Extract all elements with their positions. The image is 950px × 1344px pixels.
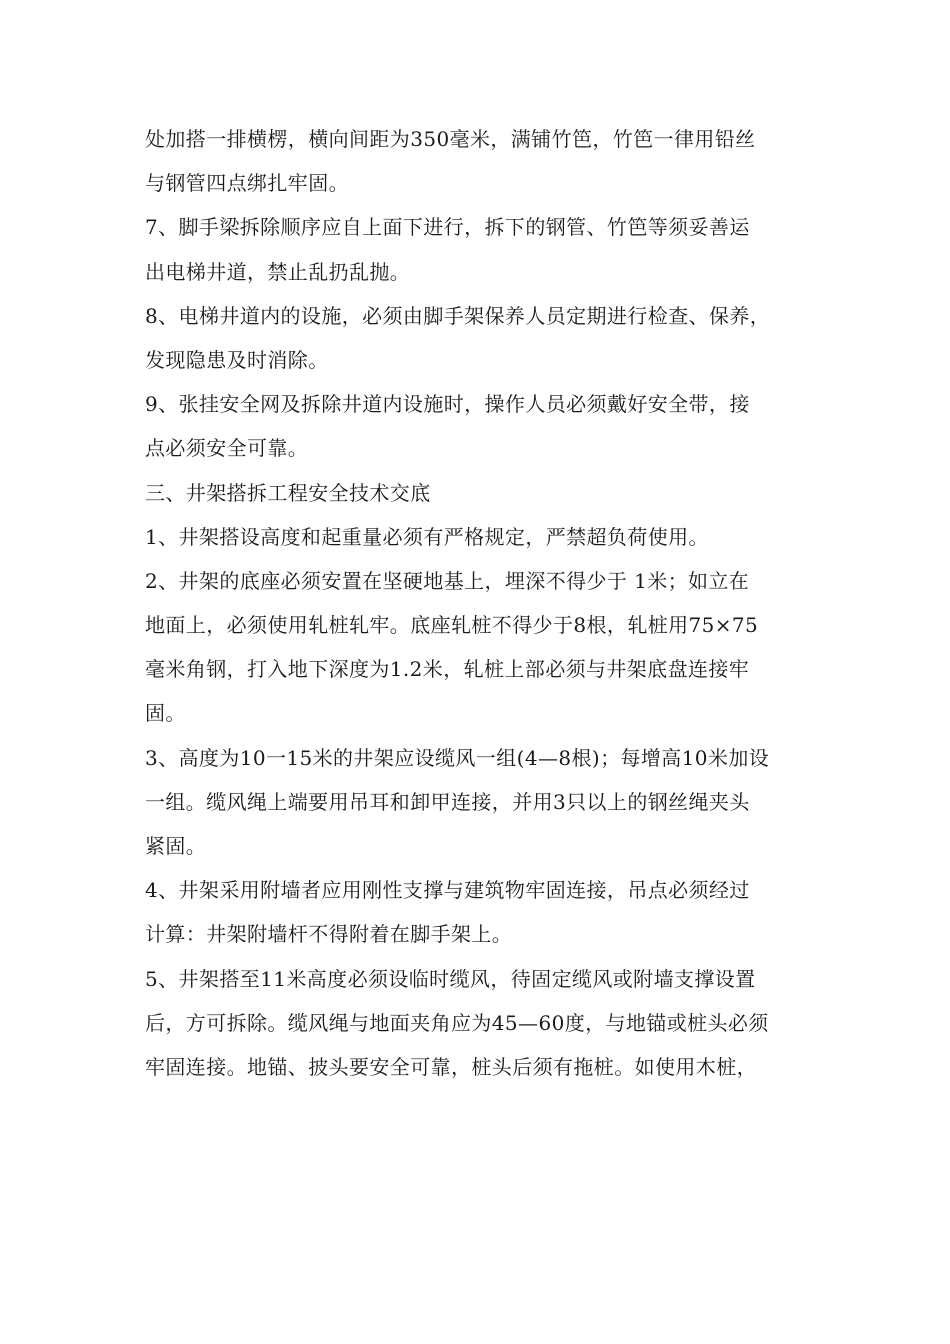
text-line: 紧固。: [145, 834, 207, 858]
text-line: 计算：井架附墙杆不得附着在脚手架上。: [145, 922, 513, 947]
text-line: 与钢管四点绑扎牢固。: [145, 171, 349, 196]
text-line: 2、井架的底座必须安置在坚硬地基上，埋深不得少于 1米；如立在: [145, 568, 750, 593]
section-heading: 三、井架搭拆工程安全技术交底: [145, 480, 431, 505]
text-line: 发现隐患及时消除。: [145, 347, 329, 372]
document-body: [145, 117, 810, 1089]
text-line: 5、井架搭至11米高度必须设临时缆风，待固定缆风或附墙支撑设置: [145, 966, 756, 991]
text-line: 出电梯井道，禁止乱扔乱抛。: [145, 259, 411, 284]
text-line: 1、井架搭设高度和起重量必须有严格规定，严禁超负荷使用。: [145, 524, 709, 549]
text-line: 点必须安全可靠。: [145, 436, 309, 461]
text-line: 牢固连接。地锚、披头要安全可靠，桩头后须有拖桩。如使用木桩，: [145, 1054, 757, 1079]
text-line: 固。: [145, 701, 186, 726]
text-line: 7、脚手梁拆除顺序应自上面下进行，拆下的钢管、竹笆等须妥善运: [145, 215, 750, 240]
text-line: 毫米角钢，打入地下深度为1.2米，轧桩上部必须与井架底盘连接牢: [145, 657, 750, 682]
text-line: 4、井架采用附墙者应用刚性支撑与建筑物牢固连接，吊点必须经过: [145, 878, 750, 903]
text-line: 3、高度为10一15米的井架应设缆风一组(4—8根)；每增高10米加设: [145, 745, 770, 770]
text-line: 处加搭一排横楞，横向间距为350毫米，满铺竹笆，竹笆一律用铅丝: [145, 127, 756, 151]
text-line: 8、电梯井道内的设施，必须由脚手架保养人员定期进行检查、保养，: [145, 303, 771, 328]
text-line: 9、张挂安全网及拆除井道内设施时，操作人员必须戴好安全带，接: [145, 392, 750, 417]
text-line: 地面上，必须使用轧桩轧牢。底座轧桩不得少于8根，轧桩用75×75: [145, 613, 759, 638]
text-line: 一组。缆风绳上端要用吊耳和卸甲连接，并用3只以上的钢丝绳夹头: [145, 789, 750, 814]
text-line: 后，方可拆除。缆风绳与地面夹角应为45—60度，与地锚或桩头必须: [145, 1010, 769, 1035]
